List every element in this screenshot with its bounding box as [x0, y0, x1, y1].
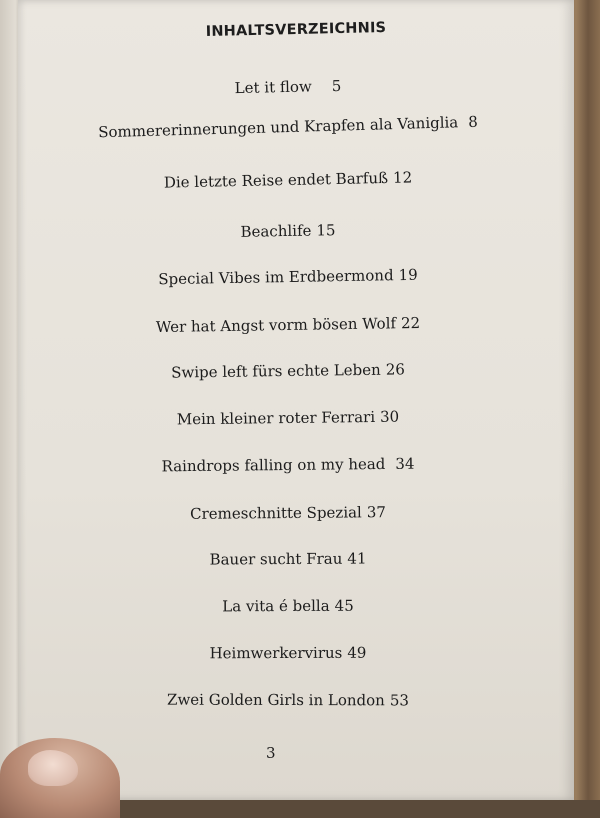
- toc-entry-title: Special Vibes im Erdbeermond: [158, 266, 394, 289]
- toc-entry-title: Wer hat Angst vorm bösen Wolf: [155, 314, 397, 337]
- toc-entry-title: Die letzte Reise endet Barfuß: [163, 168, 389, 192]
- page-heading: INHALTSVERZEICHNIS: [205, 19, 387, 41]
- toc-entry: [18, 643, 558, 663]
- toc-entry: [18, 312, 558, 338]
- toc-entry-page: 12: [392, 168, 413, 187]
- toc-entry: [18, 165, 558, 194]
- toc-entry-title: Mein kleiner roter Ferrari: [176, 407, 376, 429]
- toc-entry-page: 15: [316, 221, 336, 240]
- toc-entry-page: 45: [334, 596, 354, 615]
- toc-entry-title: Raindrops falling on my head: [161, 454, 386, 476]
- toc-entry: [18, 548, 558, 570]
- toc-entry-page: 53: [389, 691, 409, 710]
- toc-entry: [18, 596, 558, 617]
- page-number: 3: [266, 744, 276, 762]
- toc-entry: [18, 502, 558, 525]
- toc-entry-title: Beachlife: [240, 221, 312, 241]
- toc-entry: [18, 263, 558, 290]
- toc-entry: [18, 406, 558, 431]
- toc-entry: [18, 110, 558, 143]
- toc-entry-page: 5: [331, 76, 342, 96]
- toc-entry-title: La vita é bella: [222, 596, 330, 616]
- toc-entry-page: 30: [379, 407, 400, 426]
- toc-entry-page: 49: [347, 643, 367, 662]
- book-page: [18, 0, 574, 800]
- toc-entry: [18, 453, 558, 477]
- toc-entry-page: 37: [366, 503, 386, 522]
- toc-entry-title: Bauer sucht Frau: [209, 549, 343, 569]
- toc-entry: [18, 358, 558, 384]
- toc-entry-title: Sommererinnerungen und Krapfen ala Vaniglia: [97, 113, 459, 142]
- toc-entry-page: 41: [347, 549, 367, 568]
- toc-entry-page: 22: [400, 313, 421, 333]
- toc-entry-page: 8: [467, 112, 479, 131]
- toc-entry-page: 26: [385, 360, 405, 379]
- toc-entry-title: Swipe left fürs echte Leben: [171, 360, 381, 382]
- toc-entry-title: Let it flow: [234, 77, 312, 98]
- toc-entry: [18, 72, 558, 101]
- toc-entry-title: Cremeschnitte Spezial: [190, 503, 362, 523]
- toc-entry-page: 34: [395, 454, 415, 473]
- table-of-contents: [18, 0, 574, 800]
- toc-entry-page: 19: [398, 265, 418, 285]
- toc-entry-title: Zwei Golden Girls in London: [167, 690, 385, 710]
- toc-entry: [18, 690, 558, 710]
- thumbnail-nail: [28, 750, 78, 786]
- toc-entry-title: Heimwerkervirus: [209, 643, 343, 663]
- toc-entry: [18, 217, 558, 244]
